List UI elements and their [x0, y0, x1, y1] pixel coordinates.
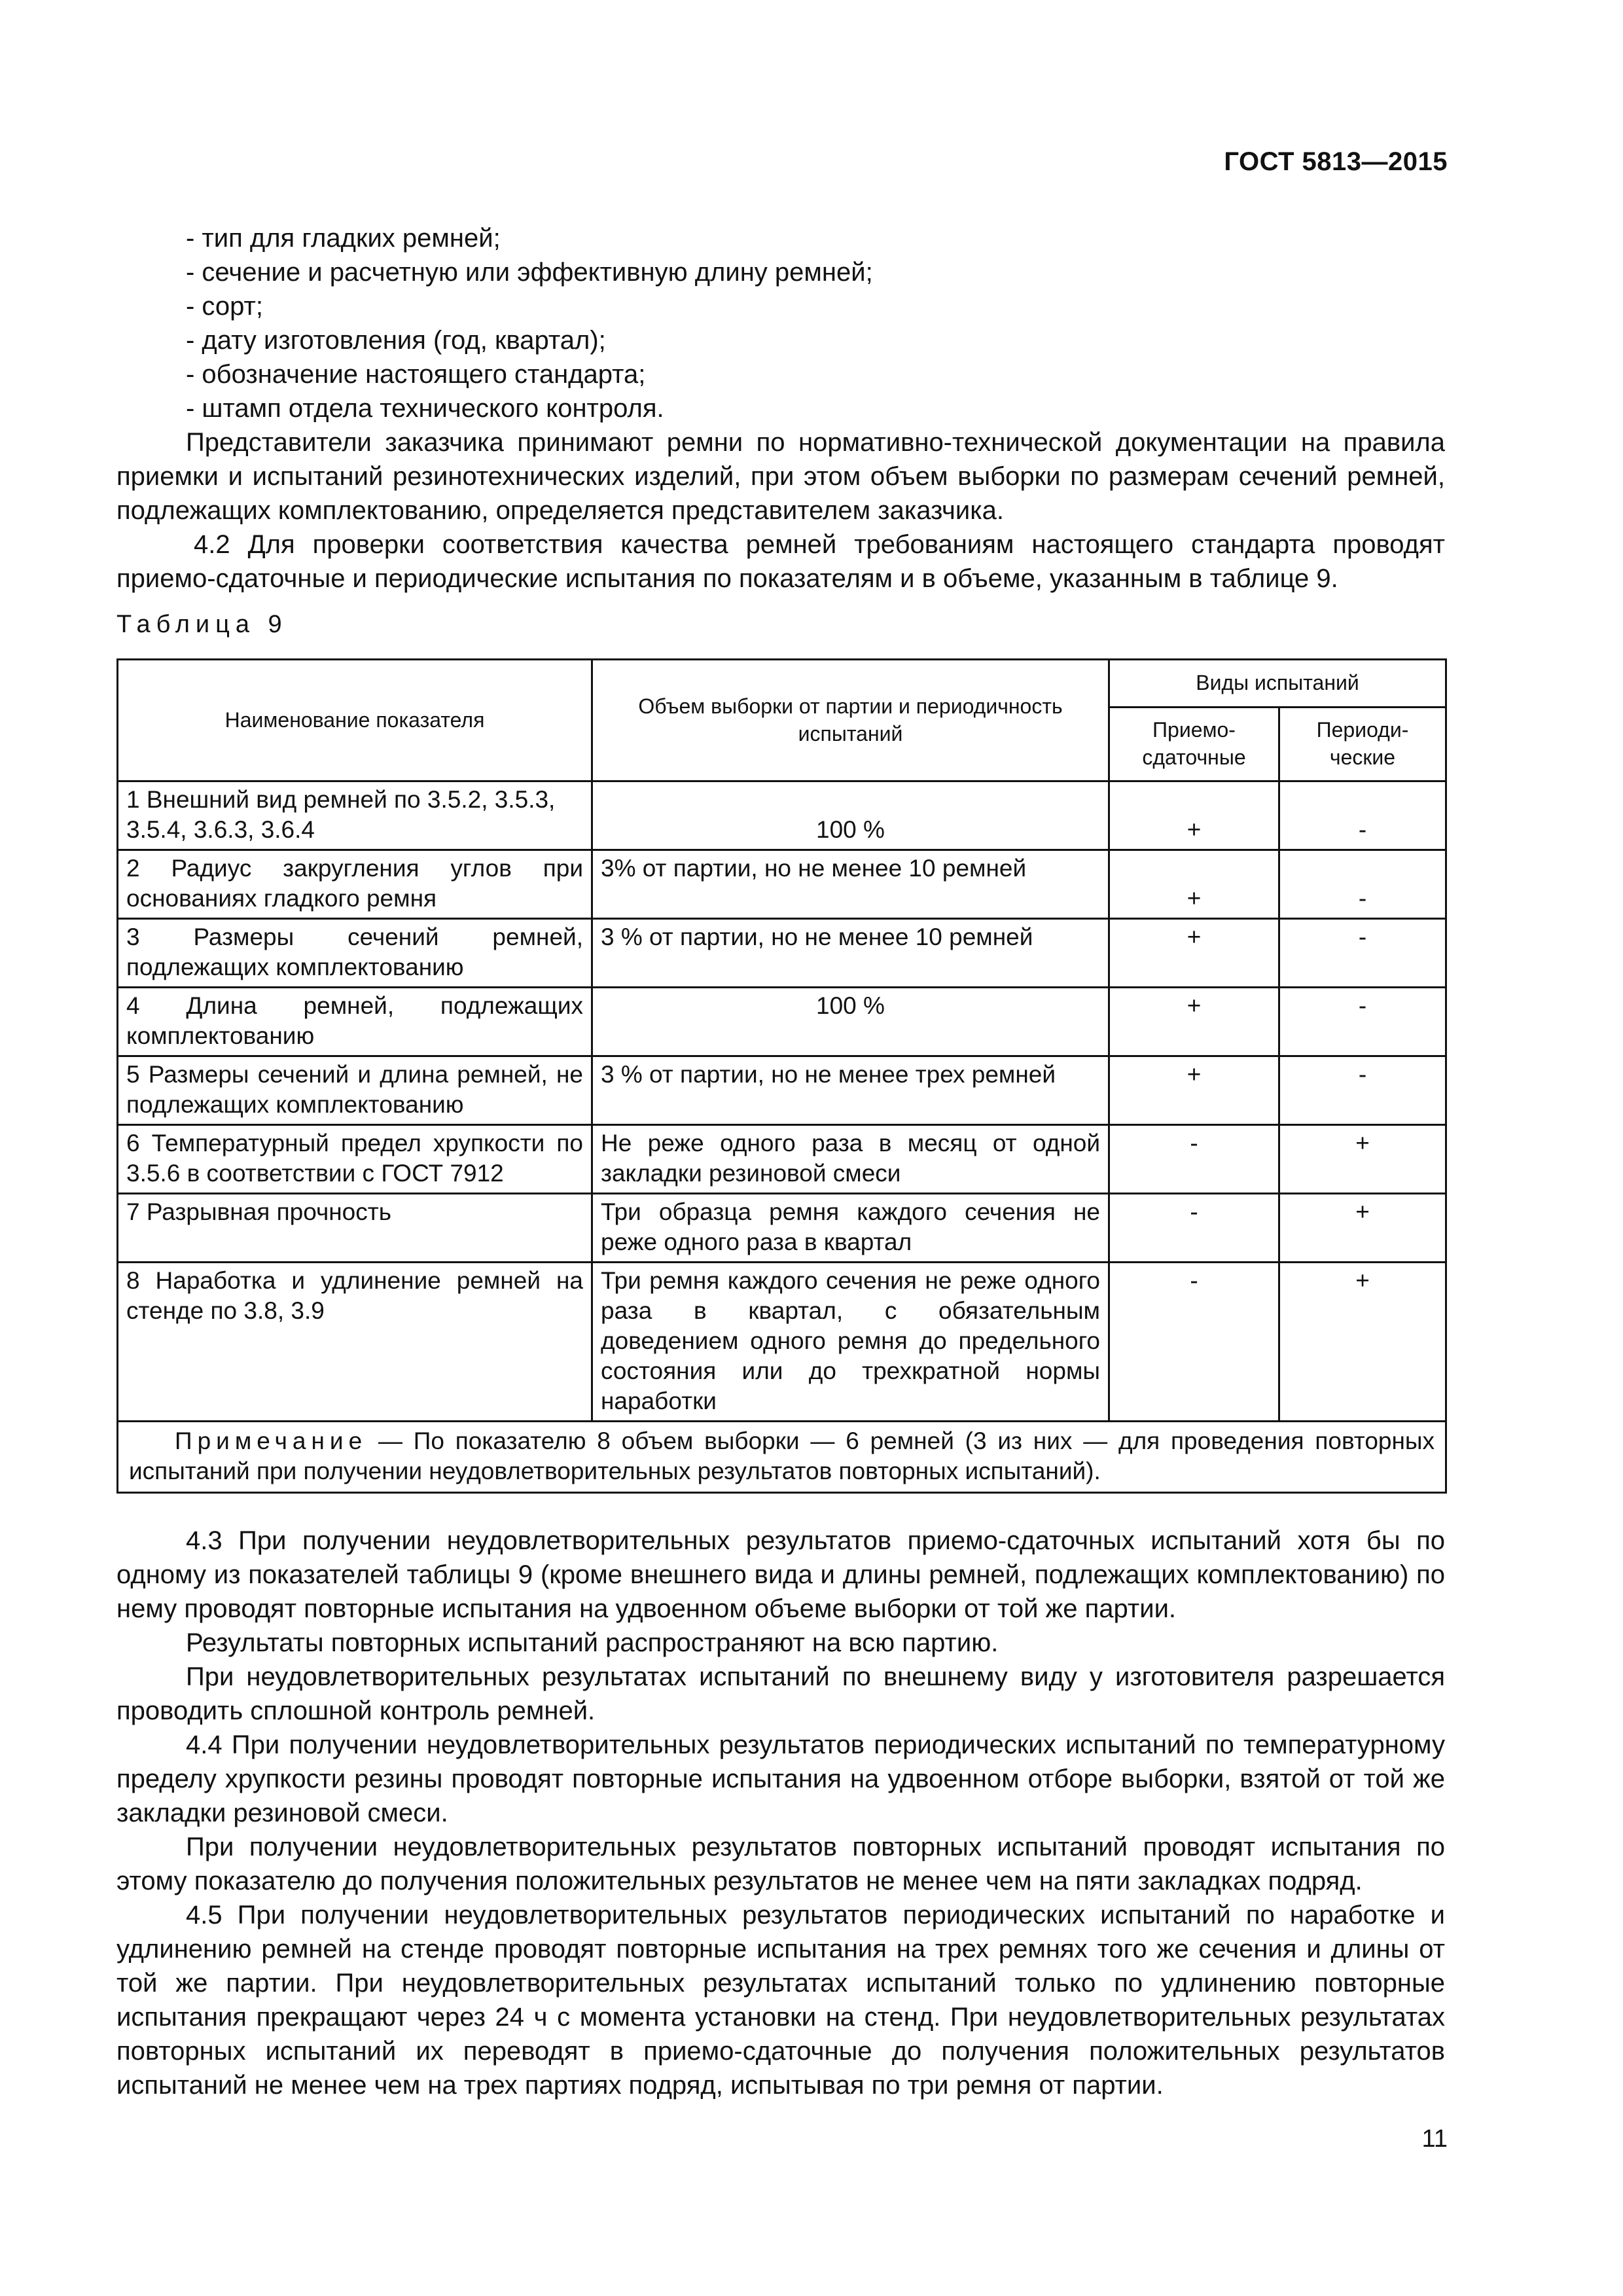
cell-indicator: 6 Температурный предел хрупкости по 3.5.6 в соответствии с ГОСТ 7912 [118, 1125, 592, 1194]
cell-periodic: - [1279, 988, 1446, 1056]
cell-periodic: + [1279, 1125, 1446, 1194]
header-sample-size: Объем выборки от партии и периодичность испытаний [592, 660, 1109, 781]
cell-acceptance: + [1109, 919, 1279, 988]
table-row [118, 1056, 1446, 1125]
cell-indicator: 1 Внешний вид ремней по 3.5.2, 3.5.3, 3.5.4, 3.6.3, 3.6.4 [118, 781, 592, 850]
cell-acceptance: - [1109, 1194, 1279, 1263]
cell-sample: Не реже одного раза в месяц от одной закладки резиновой смеси [592, 1125, 1109, 1194]
cell-acceptance: - [1109, 1125, 1279, 1194]
cell-sample: 100 % [592, 781, 1109, 850]
cell-sample: 100 % [592, 988, 1109, 1056]
paragraph-4-3: 4.3 При получении неудовлетворительных результатов приемо-сдаточных испытаний хотя бы по одному из показателей таблицы 9 (кроме внешнего вида и длины ремней, подлежащих комплектованию) по нему проводят повторные испытания на удвоенном объеме выборки от той же партии. [116, 1526, 1445, 1623]
table-row [118, 919, 1446, 988]
cell-sample: Три ремня каждого сечения не реже одного раза в квартал, с обязательным доведением одного ремня до предельного состояния или до трехкратной нормы наработки [592, 1263, 1109, 1422]
cell-periodic: - [1279, 850, 1446, 919]
document-body [116, 221, 1445, 2102]
table-caption: Таблица 9 [116, 611, 288, 638]
cell-periodic: + [1279, 1194, 1446, 1263]
table-note [118, 1422, 1446, 1493]
cell-acceptance: + [1109, 1056, 1279, 1125]
cell-periodic: - [1279, 781, 1446, 850]
cell-periodic: + [1279, 1263, 1446, 1422]
paragraph-repeat-tests: При получении неудовлетворительных результатов повторных испытаний проводят испытания по этому показателю до получения положительных результатов не менее чем на пяти закладках подряд. [116, 1833, 1445, 1895]
clauses-after-table [116, 1524, 1445, 2102]
table-row [118, 1263, 1446, 1422]
marking-list-item: - сорт; [186, 292, 263, 321]
header-indicator-name: Наименование показателя [118, 660, 592, 781]
marking-list-item: - сечение и расчетную или эффективную длину ремней; [186, 258, 873, 287]
cell-sample: 3% от партии, но не менее 10 ремней [592, 850, 1109, 919]
paragraph-4-4: 4.4 При получении неудовлетворительных результатов периодических испытаний по температурному пределу хрупкости резины проводят повторные испытания на удвоенном отборе выборки, взятой от той же закладки резиновой смеси. [116, 1731, 1445, 1827]
paragraph-visual-inspection: При неудовлетворительных результатах испытаний по внешнему виду у изготовителя разрешается проводить сплошной контроль ремней. [116, 1662, 1445, 1725]
table-row [118, 988, 1446, 1056]
cell-indicator: 2 Радиус закругления углов при основаниях гладкого ремня [118, 850, 592, 919]
header-acceptance: Приемо-сдаточные [1109, 708, 1279, 781]
cell-indicator: 7 Разрывная прочность [118, 1194, 592, 1263]
cell-acceptance: + [1109, 781, 1279, 850]
paragraph-customer-acceptance: Представители заказчика принимают ремни по нормативно-технической документации на правила приемки и испытаний резинотехнических изделий, при этом объем выборки по размерам сечений ремней, подлежащих комплектованию, определяется представителем заказчика. [116, 428, 1445, 525]
marking-list-item: - дату изготовления (год, квартал); [186, 326, 606, 355]
marking-list-item: - обозначение настоящего стандарта; [186, 360, 646, 389]
table-row [118, 850, 1446, 919]
paragraph-4-2: 4.2 Для проверки соответствия качества ремней требованиям настоящего стандарта проводят приемо-сдаточные и периодические испытания по показателям и в объеме, указанным в таблице 9. [116, 530, 1445, 593]
cell-indicator: 3 Размеры сечений ремней, подлежащих комплектованию [118, 919, 592, 988]
cell-periodic: - [1279, 919, 1446, 988]
cell-periodic: - [1279, 1056, 1446, 1125]
cell-indicator: 5 Размеры сечений и длина ремней, не подлежащих комплектованию [118, 1056, 592, 1125]
marking-list-item: - тип для гладких ремней; [186, 224, 501, 253]
paragraph-4-5: 4.5 При получении неудовлетворительных результатов периодических испытаний по наработке и удлинению ремней на стенде проводят повторные испытания на трех ремнях того же сечения и длины от той же партии. При неудовлетворительных результатах испытаний только по удлинению повторные испытания прекращают через 24 ч с момента установки на стенд. При неудовлетворительных результатах повторных испытаний их переводят в приемо-сдаточные до получения положительных результатов испытаний не менее чем на трех партиях подряд, испытывая по три ремня от партии. [116, 1901, 1445, 2100]
cell-acceptance: + [1109, 988, 1279, 1056]
cell-sample: 3 % от партии, но не менее трех ремней [592, 1056, 1109, 1125]
paragraph-retest-results: Результаты повторных испытаний распространяют на всю партию. [186, 1628, 999, 1657]
table-row [118, 781, 1446, 850]
table-header-row [118, 660, 1446, 708]
cell-sample: Три образца ремня каждого сечения не реже одного раза в квартал [592, 1194, 1109, 1263]
cell-indicator: 4 Длина ремней, подлежащих комплектованию [118, 988, 592, 1056]
cell-sample: 3 % от партии, но не менее 10 ремней [592, 919, 1109, 988]
cell-indicator: 8 Наработка и удлинение ремней на стенде по 3.8, 3.9 [118, 1263, 592, 1422]
table-row [118, 1194, 1446, 1263]
cell-acceptance: - [1109, 1263, 1279, 1422]
marking-list-item: - штамп отдела технического контроля. [186, 394, 664, 423]
header-test-types: Виды испытаний [1109, 660, 1446, 708]
cell-acceptance: + [1109, 850, 1279, 919]
header-periodic: Периоди-ческие [1279, 708, 1446, 781]
page-number: 11 [1421, 2125, 1448, 2153]
standard-header: ГОСТ 5813—2015 [1224, 147, 1448, 176]
note-text: — По показателю 8 объем выборки — 6 ремней (3 из них — для проведения повторных испытаний при получении неудовлетворительных результатов повторных испытаний). [129, 1427, 1435, 1484]
note-label: Примечание [175, 1427, 368, 1454]
tests-table [116, 658, 1447, 1494]
table-row [118, 1125, 1446, 1194]
table-note-row [118, 1422, 1446, 1493]
